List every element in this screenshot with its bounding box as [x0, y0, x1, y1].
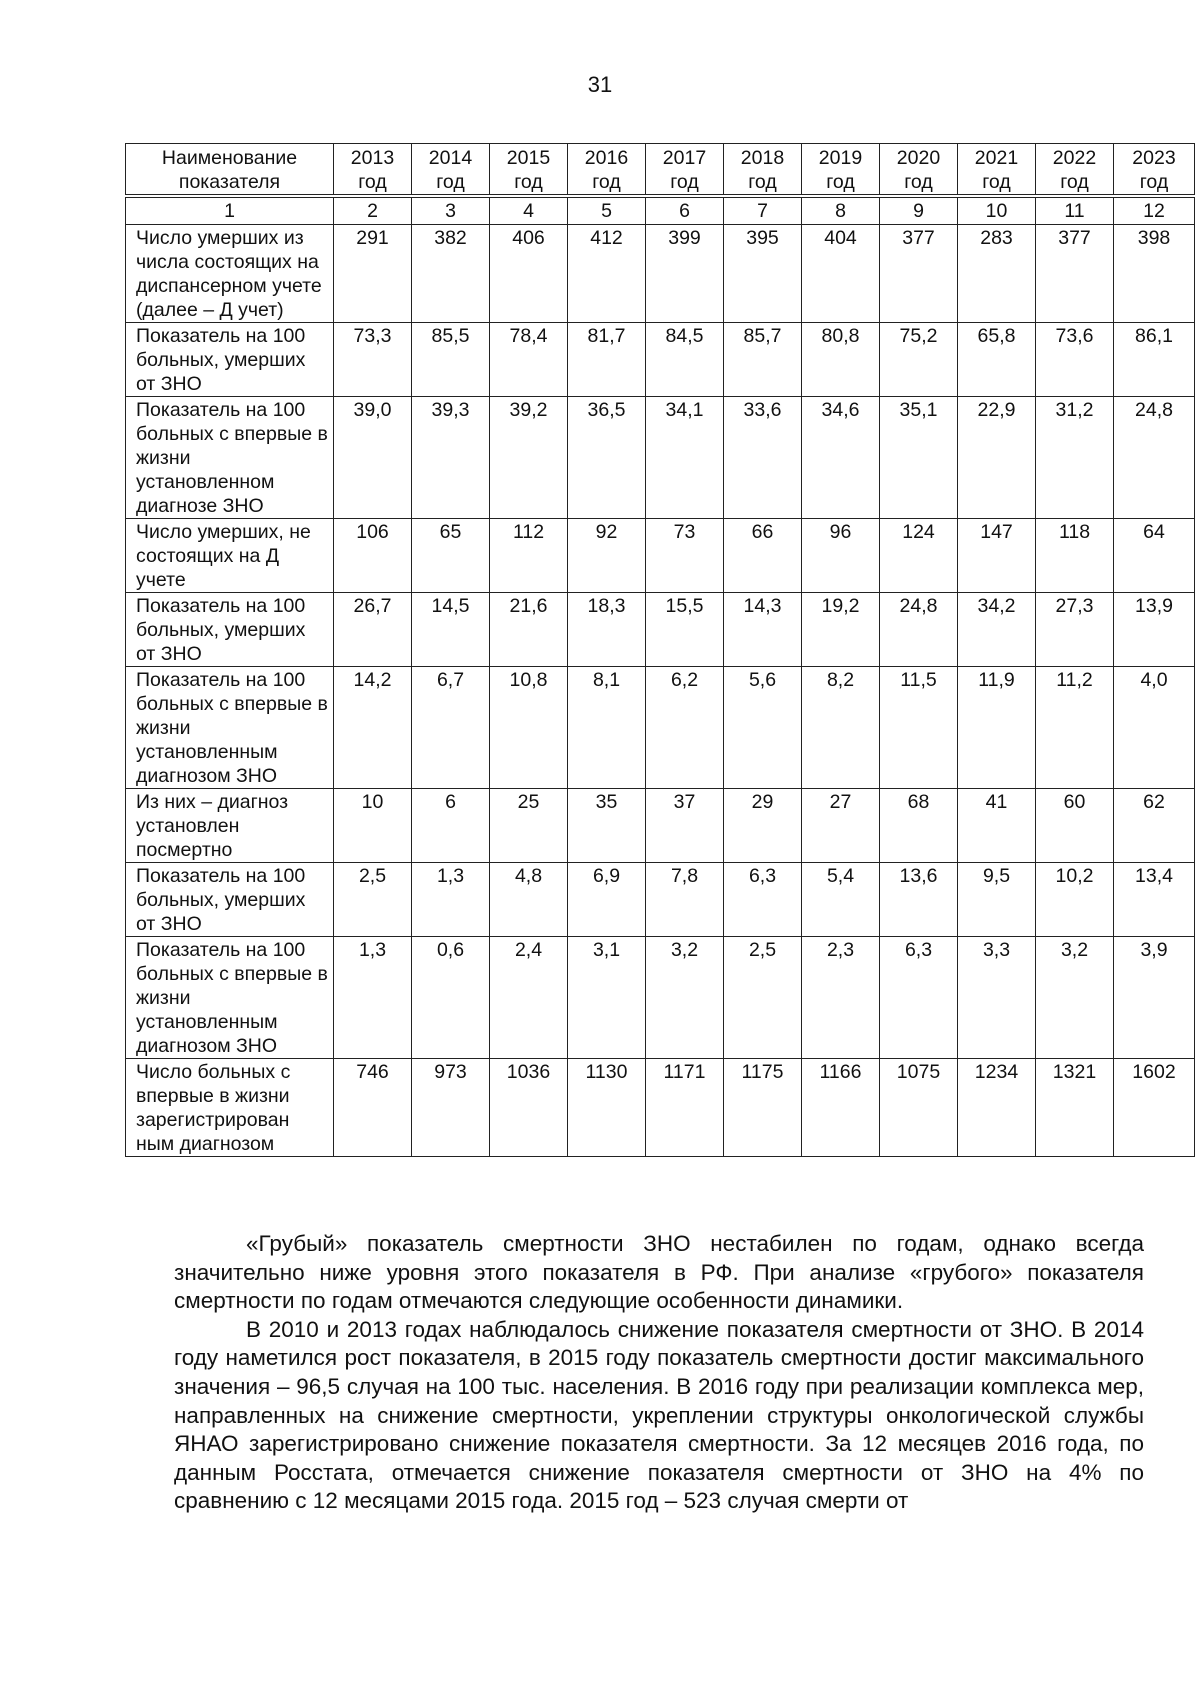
value-cell: 1171	[646, 1059, 724, 1157]
table-row	[126, 519, 1195, 593]
value-cell: 6,2	[646, 667, 724, 789]
value-cell: 66	[724, 519, 802, 593]
column-number-cell: 10	[958, 196, 1036, 225]
value-cell: 283	[958, 225, 1036, 323]
table-row	[126, 225, 1195, 323]
column-number-cell: 4	[490, 196, 568, 225]
mortality-table	[125, 143, 1195, 1157]
value-cell: 1036	[490, 1059, 568, 1157]
value-cell: 6,3	[724, 863, 802, 937]
value-cell: 60	[1036, 789, 1114, 863]
value-cell: 34,1	[646, 397, 724, 519]
table-row	[126, 667, 1195, 789]
value-cell: 10,8	[490, 667, 568, 789]
column-number-cell: 6	[646, 196, 724, 225]
value-cell: 7,8	[646, 863, 724, 937]
value-cell: 377	[880, 225, 958, 323]
value-cell: 1075	[880, 1059, 958, 1157]
value-cell: 5,6	[724, 667, 802, 789]
value-cell: 24,8	[880, 593, 958, 667]
value-cell: 34,6	[802, 397, 880, 519]
value-cell: 3,9	[1114, 937, 1195, 1059]
column-number-cell: 7	[724, 196, 802, 225]
column-number-row	[126, 196, 1195, 225]
value-cell: 62	[1114, 789, 1195, 863]
value-cell: 412	[568, 225, 646, 323]
value-cell: 5,4	[802, 863, 880, 937]
column-number-cell: 11	[1036, 196, 1114, 225]
paragraph: В 2010 и 2013 годах наблюдалось снижение показателя смертности от ЗНО. В 2014 году наметился рост показателя, в 2015 году показатель смертности достиг максимального значения – 96,5 случая на 100 тыс. населения. В 2016 году при реализации комплекса мер, направленных на снижение смертности, укреплении структуры онкологической службы ЯНАО зарегистрировано снижение показателя смертности. За 12 месяцев 2016 года, по данным Росстата, отмечается снижение показателя смертности от ЗНО на 4% по сравнению с 12 месяцами 2015 года. 2015 год – 523 случая смерти от	[174, 1316, 1144, 1514]
header-cell-year: 2013 год	[334, 144, 412, 197]
value-cell: 1,3	[412, 863, 490, 937]
value-cell: 2,4	[490, 937, 568, 1059]
value-cell: 3,3	[958, 937, 1036, 1059]
value-cell: 26,7	[334, 593, 412, 667]
value-cell: 6,7	[412, 667, 490, 789]
value-cell: 68	[880, 789, 958, 863]
column-number-cell: 9	[880, 196, 958, 225]
value-cell: 33,6	[724, 397, 802, 519]
value-cell: 6	[412, 789, 490, 863]
value-cell: 18,3	[568, 593, 646, 667]
value-cell: 86,1	[1114, 323, 1195, 397]
value-cell: 106	[334, 519, 412, 593]
header-cell-indicator: Наименование показателя	[126, 144, 334, 197]
value-cell: 14,3	[724, 593, 802, 667]
header-cell-year: 2021 год	[958, 144, 1036, 197]
value-cell: 10,2	[1036, 863, 1114, 937]
value-cell: 14,5	[412, 593, 490, 667]
row-label-cell: Число умерших из числа состоящих на диспансерном учете (далее – Д учет)	[126, 225, 334, 323]
value-cell: 15,5	[646, 593, 724, 667]
value-cell: 406	[490, 225, 568, 323]
value-cell: 382	[412, 225, 490, 323]
value-cell: 4,8	[490, 863, 568, 937]
column-number-cell: 3	[412, 196, 490, 225]
table-row	[126, 323, 1195, 397]
row-label-cell: Показатель на 100 больных с впервые в жизни установленным диагнозом ЗНО	[126, 937, 334, 1059]
header-cell-year: 2022 год	[1036, 144, 1114, 197]
row-label-cell: Показатель на 100 больных, умерших от ЗНО	[126, 323, 334, 397]
value-cell: 398	[1114, 225, 1195, 323]
value-cell: 3,2	[646, 937, 724, 1059]
column-number-cell: 1	[126, 196, 334, 225]
value-cell: 24,8	[1114, 397, 1195, 519]
value-cell: 13,9	[1114, 593, 1195, 667]
value-cell: 1234	[958, 1059, 1036, 1157]
value-cell: 8,2	[802, 667, 880, 789]
value-cell: 75,2	[880, 323, 958, 397]
value-cell: 11,2	[1036, 667, 1114, 789]
value-cell: 39,2	[490, 397, 568, 519]
value-cell: 404	[802, 225, 880, 323]
column-number-cell: 12	[1114, 196, 1195, 225]
value-cell: 41	[958, 789, 1036, 863]
value-cell: 147	[958, 519, 1036, 593]
value-cell: 6,3	[880, 937, 958, 1059]
value-cell: 13,4	[1114, 863, 1195, 937]
value-cell: 377	[1036, 225, 1114, 323]
value-cell: 124	[880, 519, 958, 593]
value-cell: 36,5	[568, 397, 646, 519]
header-cell-year: 2016 год	[568, 144, 646, 197]
value-cell: 11,5	[880, 667, 958, 789]
value-cell: 73,6	[1036, 323, 1114, 397]
value-cell: 395	[724, 225, 802, 323]
value-cell: 0,6	[412, 937, 490, 1059]
column-number-cell: 5	[568, 196, 646, 225]
value-cell: 27,3	[1036, 593, 1114, 667]
value-cell: 31,2	[1036, 397, 1114, 519]
value-cell: 21,6	[490, 593, 568, 667]
paragraph: «Грубый» показатель смертности ЗНО нестабилен по годам, однако всегда значительно ниже уровня этого показателя в РФ. При анализе «грубого» показателя смертности по годам отмечаются следующие особенности динамики.	[174, 1231, 1144, 1314]
table-row	[126, 863, 1195, 937]
header-cell-year: 2023 год	[1114, 144, 1195, 197]
value-cell: 1175	[724, 1059, 802, 1157]
value-cell: 64	[1114, 519, 1195, 593]
value-cell: 35,1	[880, 397, 958, 519]
value-cell: 291	[334, 225, 412, 323]
table-row	[126, 397, 1195, 519]
value-cell: 1166	[802, 1059, 880, 1157]
table-row	[126, 789, 1195, 863]
value-cell: 39,3	[412, 397, 490, 519]
value-cell: 9,5	[958, 863, 1036, 937]
value-cell: 22,9	[958, 397, 1036, 519]
value-cell: 25	[490, 789, 568, 863]
value-cell: 746	[334, 1059, 412, 1157]
row-label-cell: Показатель на 100 больных с впервые в жизни установленном диагнозе ЗНО	[126, 397, 334, 519]
value-cell: 14,2	[334, 667, 412, 789]
row-label-cell: Показатель на 100 больных, умерших от ЗНО	[126, 593, 334, 667]
column-number-cell: 8	[802, 196, 880, 225]
value-cell: 8,1	[568, 667, 646, 789]
value-cell: 973	[412, 1059, 490, 1157]
header-cell-year: 2014 год	[412, 144, 490, 197]
value-cell: 85,7	[724, 323, 802, 397]
value-cell: 13,6	[880, 863, 958, 937]
value-cell: 399	[646, 225, 724, 323]
header-cell-year: 2020 год	[880, 144, 958, 197]
value-cell: 3,1	[568, 937, 646, 1059]
value-cell: 34,2	[958, 593, 1036, 667]
value-cell: 85,5	[412, 323, 490, 397]
value-cell: 80,8	[802, 323, 880, 397]
header-cell-year: 2015 год	[490, 144, 568, 197]
page-number: 31	[587, 72, 613, 97]
value-cell: 96	[802, 519, 880, 593]
value-cell: 118	[1036, 519, 1114, 593]
value-cell: 78,4	[490, 323, 568, 397]
value-cell: 4,0	[1114, 667, 1195, 789]
value-cell: 65	[412, 519, 490, 593]
value-cell: 37	[646, 789, 724, 863]
value-cell: 92	[568, 519, 646, 593]
table-row	[126, 1059, 1195, 1157]
row-label-cell: Число умерших, не состоящих на Д учете	[126, 519, 334, 593]
row-label-cell: Из них – диагноз установлен посмертно	[126, 789, 334, 863]
table-row	[126, 593, 1195, 667]
value-cell: 1602	[1114, 1059, 1195, 1157]
value-cell: 27	[802, 789, 880, 863]
table-header-row	[126, 144, 1195, 197]
table-row	[126, 937, 1195, 1059]
value-cell: 39,0	[334, 397, 412, 519]
value-cell: 1,3	[334, 937, 412, 1059]
header-cell-year: 2019 год	[802, 144, 880, 197]
value-cell: 81,7	[568, 323, 646, 397]
value-cell: 112	[490, 519, 568, 593]
value-cell: 84,5	[646, 323, 724, 397]
header-cell-year: 2018 год	[724, 144, 802, 197]
body-text	[174, 1230, 1144, 1516]
value-cell: 29	[724, 789, 802, 863]
value-cell: 65,8	[958, 323, 1036, 397]
value-cell: 11,9	[958, 667, 1036, 789]
row-label-cell: Показатель на 100 больных с впервые в жизни установленным диагнозом ЗНО	[126, 667, 334, 789]
value-cell: 3,2	[1036, 937, 1114, 1059]
value-cell: 10	[334, 789, 412, 863]
value-cell: 1321	[1036, 1059, 1114, 1157]
header-cell-year: 2017 год	[646, 144, 724, 197]
value-cell: 6,9	[568, 863, 646, 937]
value-cell: 2,3	[802, 937, 880, 1059]
value-cell: 73,3	[334, 323, 412, 397]
value-cell: 2,5	[334, 863, 412, 937]
row-label-cell: Показатель на 100 больных, умерших от ЗНО	[126, 863, 334, 937]
column-number-cell: 2	[334, 196, 412, 225]
value-cell: 73	[646, 519, 724, 593]
value-cell: 1130	[568, 1059, 646, 1157]
value-cell: 2,5	[724, 937, 802, 1059]
value-cell: 35	[568, 789, 646, 863]
value-cell: 19,2	[802, 593, 880, 667]
row-label-cell: Число больных с впервые в жизни зарегистрирован ным диагнозом	[126, 1059, 334, 1157]
